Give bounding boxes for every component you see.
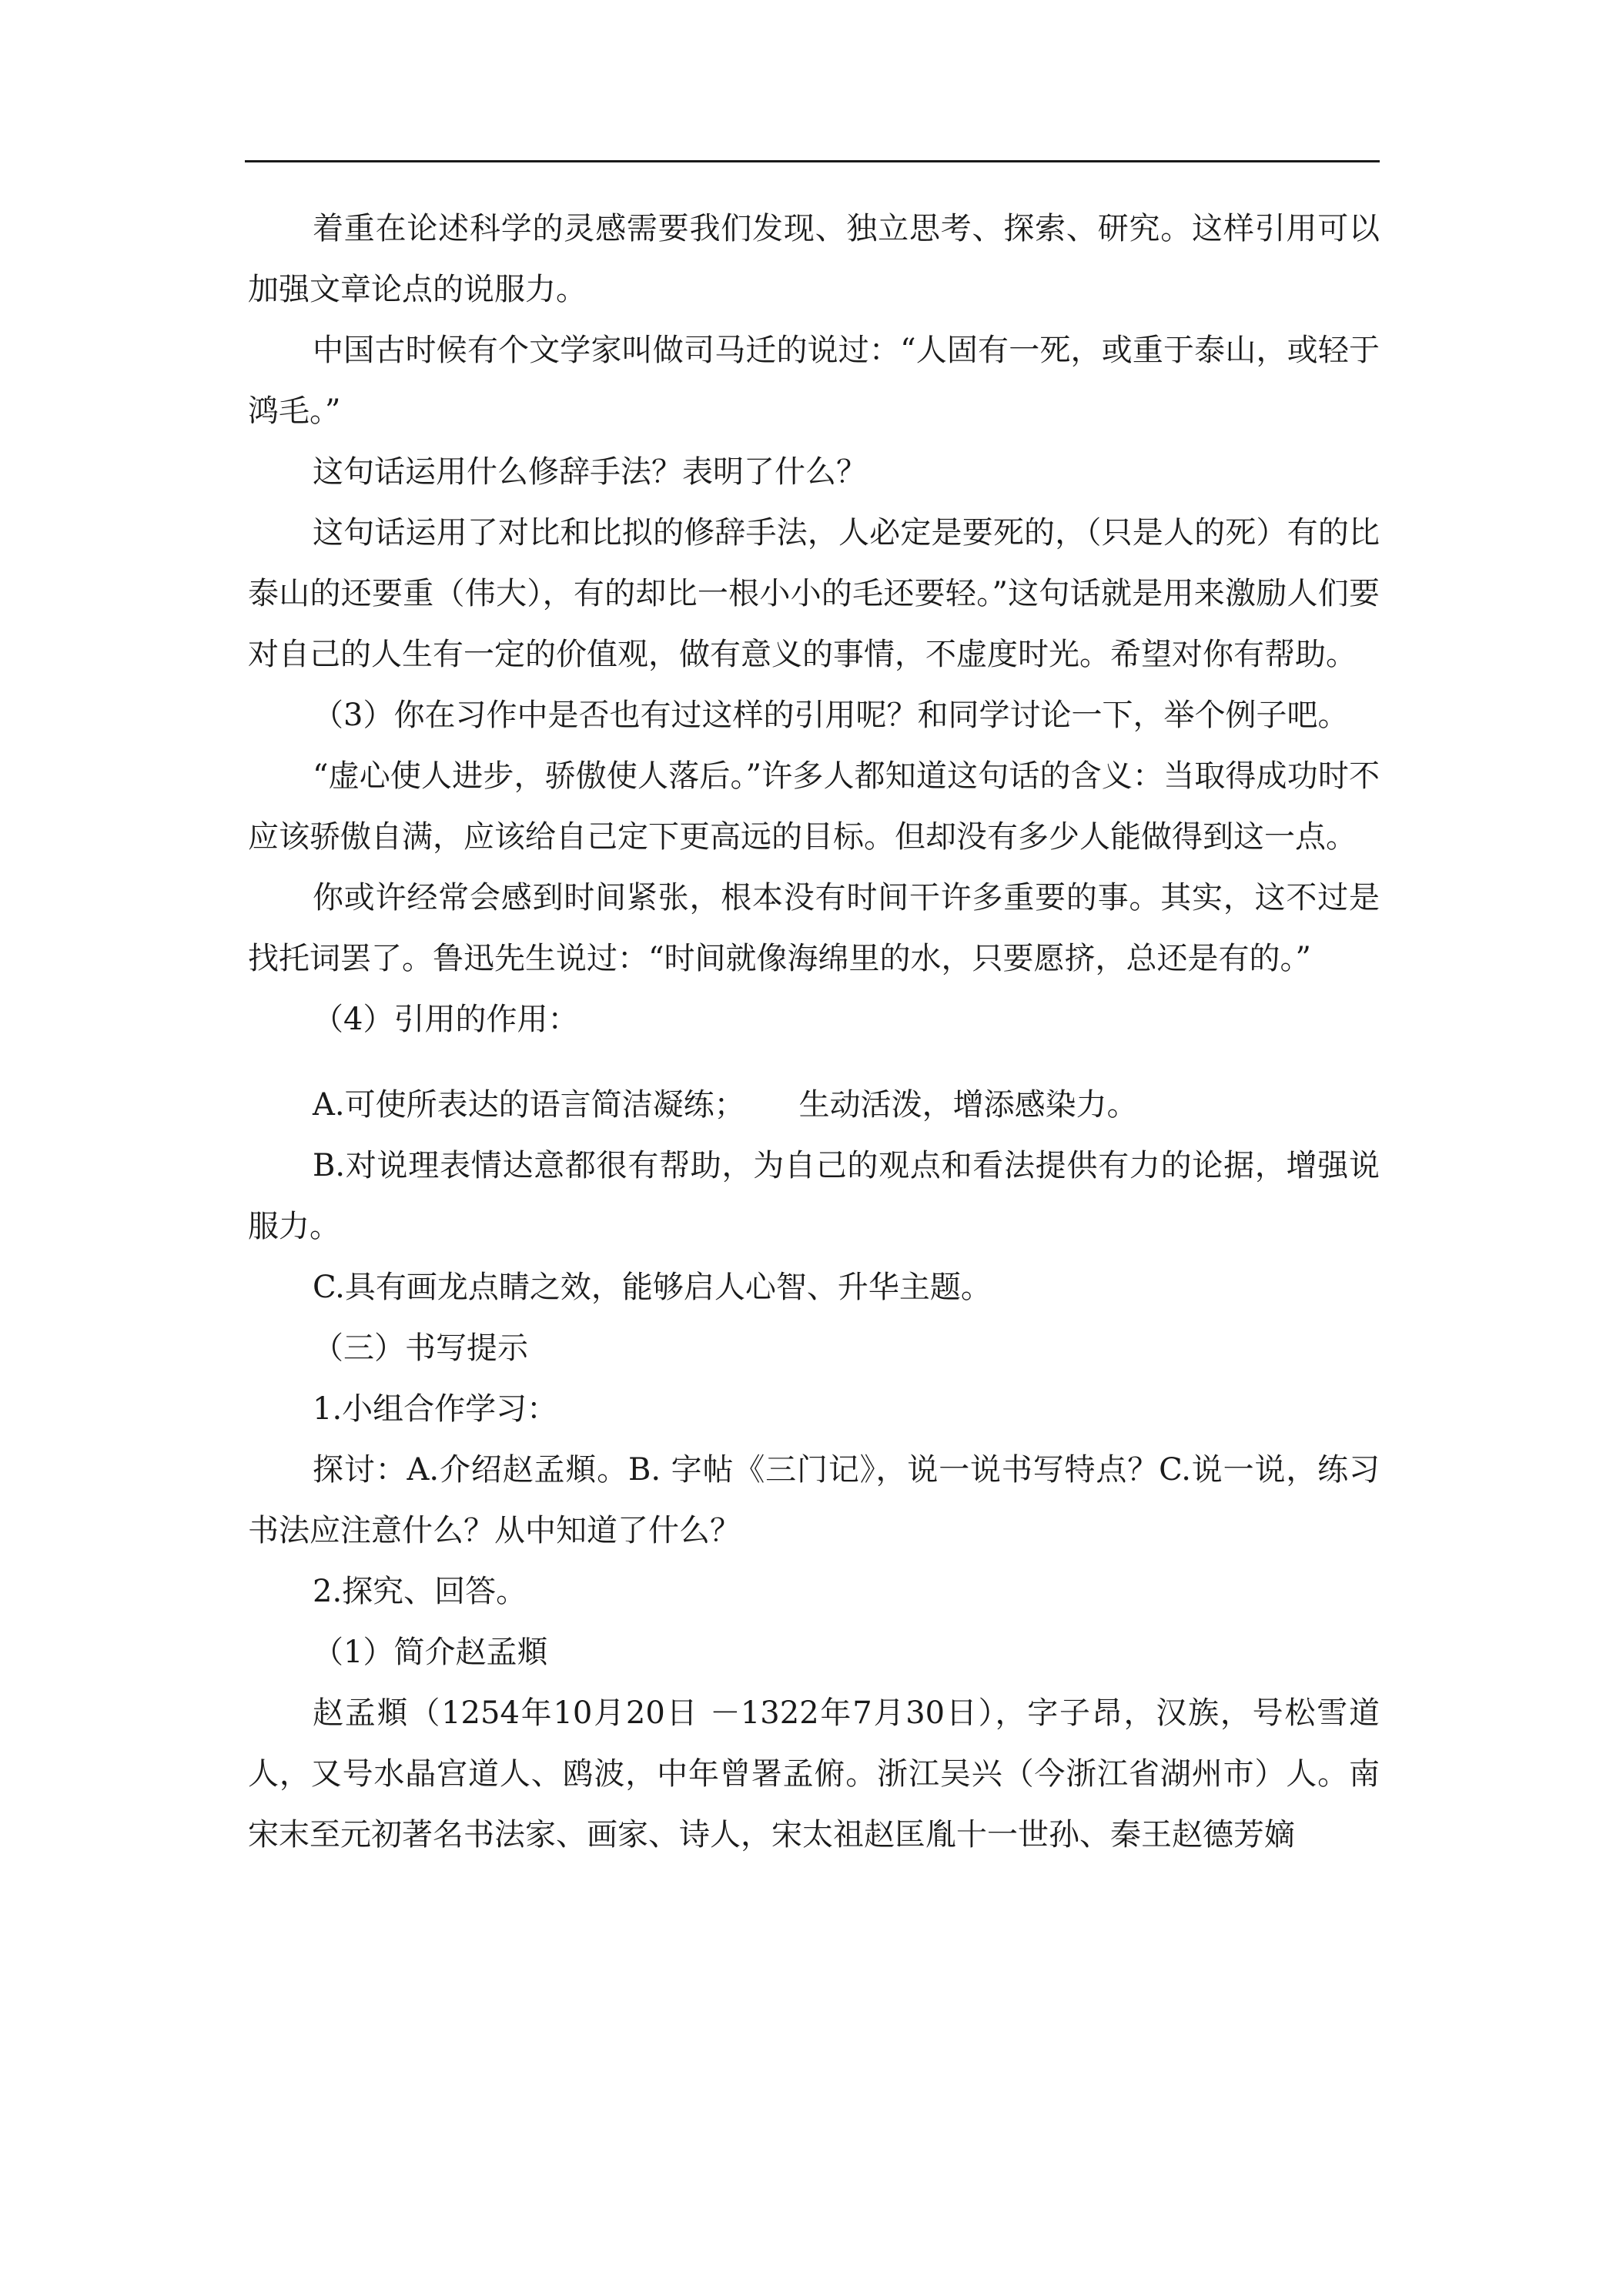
- paragraph-14: 探讨：A.介绍赵孟頫。B. 字帖《三门记》，说一说书写特点？C.说一说，练习书法应注意什么？从中知道了什么？: [248, 1452, 1380, 1548]
- header-rule: [245, 160, 1380, 162]
- paragraph-6: “虚心使人进步，骄傲使人落后。”许多人都知道这句话的含义：当取得成功时不应该骄傲自满，应该给自己定下更高远的目标。但却没有多少人能做得到这一点。: [248, 758, 1380, 855]
- paragraph-10: B.对说理表情达意都很有帮助，为自己的观点和看法提供有力的论据，增强说服力。: [248, 1148, 1380, 1244]
- paragraph-9-part-a: A.可使所表达的语言简洁凝练；: [313, 1087, 745, 1123]
- paragraph-1: 着重在论述科学的灵感需要我们发现、独立思考、探索、研究。这样引用可以加强文章论点的说服力。: [248, 211, 1380, 307]
- paragraph-12: （三）书写提示: [313, 1330, 528, 1366]
- paragraph-3: 这句话运用什么修辞手法？表明了什么？: [313, 454, 867, 490]
- paragraph-16: （1）简介赵孟頫: [313, 1635, 548, 1670]
- paragraph-4: 这句话运用了对比和比拟的修辞手法，人必定是要死的，（只是人的死）有的比泰山的还要重（伟大），有的却比一根小小的毛还要轻。”这句话就是用来激励人们要对自己的人生有一定的价值观，做有意义的事情，不虚度时光。希望对你有帮助。: [248, 515, 1380, 672]
- paragraph-15: 2.探究、回答。: [313, 1574, 527, 1609]
- paragraph-17: 赵孟頫（1254年10月20日 －1322年7月30日），字子昂，汉族，号松雪道人，又号水晶宫道人、鸥波，中年曾署孟俯。浙江吴兴（今浙江省湖州市）人。南宋末至元初著名书法家、画家、诗人，宋太祖赵匡胤十一世孙、秦王赵德芳嫡: [248, 1695, 1380, 1853]
- paragraph-7: 你或许经常会感到时间紧张，根本没有时间干许多重要的事。其实，这不过是找托词罢了。鲁迅先生说过：“时间就像海绵里的水，只要愿挤，总还是有的。”: [248, 880, 1380, 976]
- paragraph-5: （3）你在习作中是否也有过这样的引用呢？和同学讨论一下，举个例子吧。: [313, 698, 1349, 733]
- paragraph-2: 中国古时候有个文学家叫做司马迁的说过：“人固有一死，或重于泰山，或轻于鸿毛。”: [248, 333, 1380, 429]
- paragraph-9-part-b: 生动活泼，增添感染力。: [798, 1087, 1138, 1123]
- paragraph-11: C.具有画龙点睛之效，能够启人心智、升华主题。: [313, 1270, 992, 1305]
- document-body: [248, 199, 1380, 1866]
- paragraph-9: [248, 1075, 1380, 1136]
- paragraph-8: （4）引用的作用：: [313, 1002, 579, 1037]
- paragraph-13: 1.小组合作学习：: [313, 1391, 558, 1427]
